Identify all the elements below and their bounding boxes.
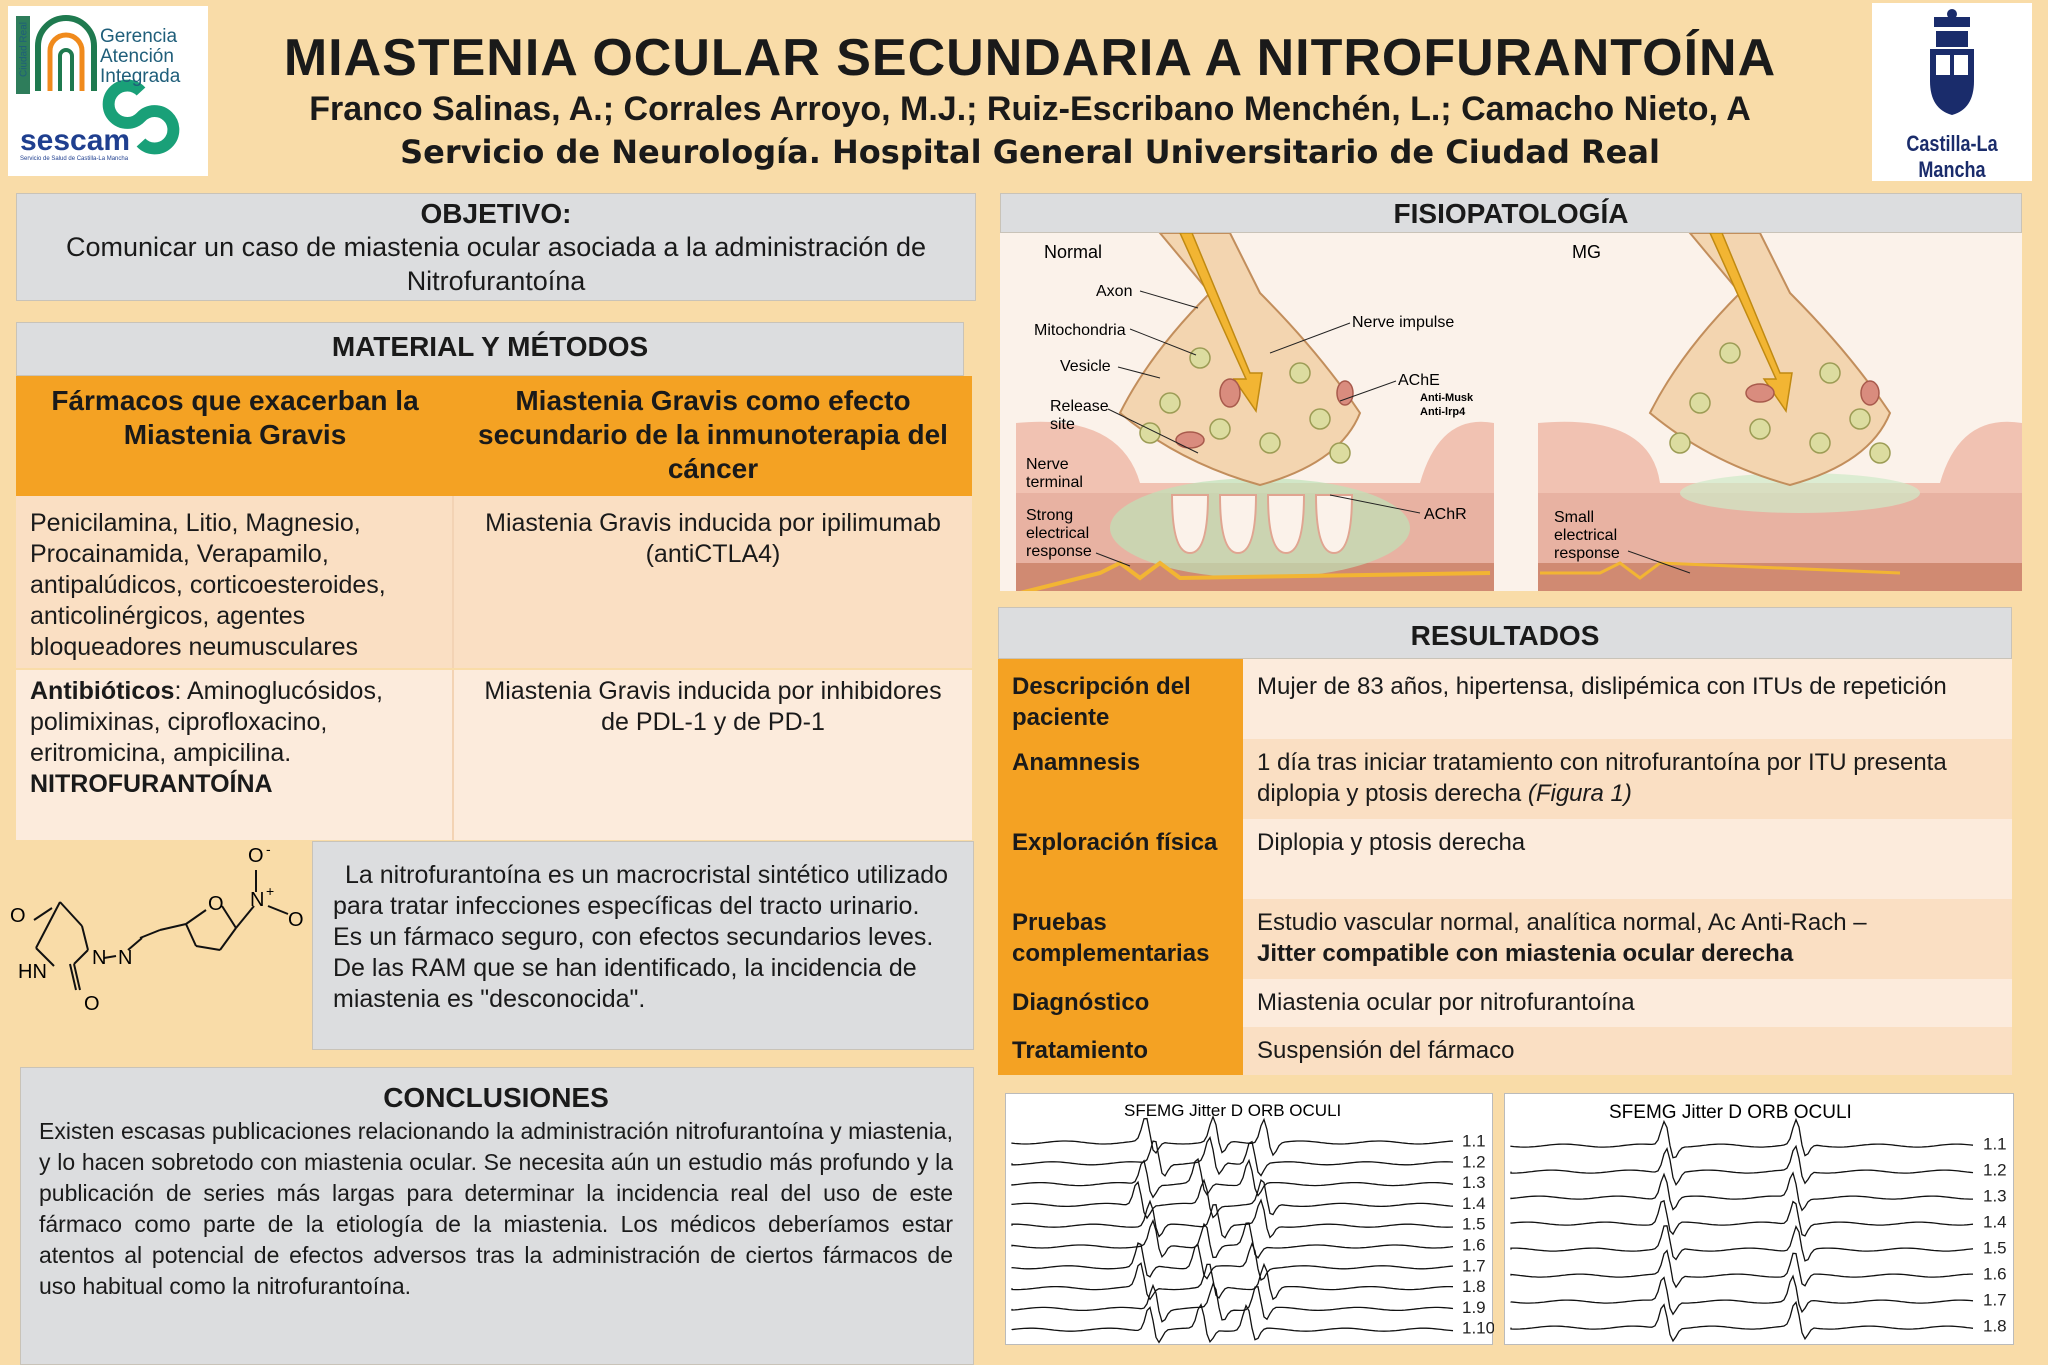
- resultados-row: [998, 739, 2012, 819]
- row-value: [1243, 739, 2012, 819]
- mol-no2: N: [250, 889, 265, 911]
- mol-hn: HN: [18, 961, 47, 983]
- label-anti-musk: Anti-Musk: [1420, 392, 1474, 404]
- material-col1-header: [16, 376, 454, 496]
- label-mg: MG: [1572, 242, 1601, 262]
- row-value-text: 1 día tras iniciar tratamiento con nitrofurantoína por ITU presenta diplopia y ptosis derecha: [1257, 749, 1947, 807]
- mol-n2: N: [118, 947, 133, 969]
- sfemg-trace-label: 1.6: [1983, 1264, 2007, 1284]
- resultados-row: [998, 659, 2012, 739]
- mol-minus: -: [266, 841, 271, 857]
- objetivo-box: [16, 193, 976, 301]
- row1-col2-text: Miastenia Gravis inducida por ipilimumab (antiCTLA4): [485, 509, 941, 568]
- row-value: Diplopia y ptosis derecha: [1243, 819, 2012, 899]
- material-heading-box: [16, 322, 964, 376]
- material-row1-col1: [16, 496, 454, 668]
- material-col2-header: [454, 376, 972, 496]
- objetivo-text: Comunicar un caso de miastenia ocular asociada a la administración de Nitrofurantoína: [66, 232, 926, 296]
- authors-line: Franco Salinas, A.; Corrales Arroyo, M.J.; Ruiz-Escribano Menchén, L.; Camacho Nieto, A: [309, 90, 1751, 128]
- label-release-site-2: site: [1050, 416, 1075, 433]
- material-row2-col2: [454, 670, 972, 840]
- nitrofurantoin-structure: [0, 840, 310, 1060]
- page-title: MIASTENIA OCULAR SECUNDARIA A NITROFURANTOÍNA: [283, 29, 1777, 87]
- sfemg-right-traces: [1505, 1094, 2015, 1346]
- castilla-la-mancha-text: Castilla-La Mancha: [1906, 131, 1998, 182]
- label-nerve-terminal-1: Nerve: [1026, 456, 1069, 473]
- sfemg-trace-label: 1.8: [1983, 1316, 2007, 1336]
- sfemg-trace: [1511, 1276, 1973, 1314]
- row-label: Anamnesis: [998, 739, 1243, 819]
- resultados-table: [998, 659, 2012, 1075]
- resultados-heading-box: [998, 607, 2012, 659]
- sfemg-left-title: SFEMG Jitter D ORB OCULI: [1124, 1101, 1342, 1120]
- label-nerve-terminal-2: terminal: [1026, 474, 1083, 491]
- mol-o-top: O: [248, 845, 264, 867]
- nitrofurantoina-label: NITROFURANTOÍNA: [30, 770, 273, 798]
- sfemg-right-title: SFEMG Jitter D ORB OCULI: [1609, 1102, 1852, 1123]
- logo-line2: Atención: [100, 46, 174, 67]
- label-release-site-1: Release: [1050, 398, 1109, 415]
- sfemg-trace: [1511, 1302, 1973, 1341]
- resultados-row: [998, 819, 2012, 899]
- resultados-row: [998, 899, 2012, 979]
- label-vesicle: Vesicle: [1060, 358, 1111, 375]
- row1-col1-text: Penicilamina, Litio, Magnesio, Procainamida, Verapamilo, antipalúdicos, corticoesteroides, anticolinérgicos, agentes bloqueadores neumusculares: [30, 509, 386, 661]
- sfemg-trace-label: 1.4: [1462, 1193, 1486, 1213]
- label-strong-1: Strong: [1026, 507, 1074, 524]
- conclusiones-box: [20, 1067, 974, 1365]
- sfemg-trace-label: 1.1: [1983, 1134, 2007, 1154]
- material-row1-col2: [454, 496, 972, 668]
- sfemg-trace-label: 1.8: [1462, 1277, 1486, 1297]
- conclusiones-text: Existen escasas publicaciones relacionando la administración nitrofurantoína y miastenia, y lo hacen sobretodo con miastenia ocular. Se necesita aún un estudio más profundo y la publicación de series más largas para determinar la incidencia real del uso de este fármaco como parte de la etiología de la miastenia. Los médicos deberíamos estar atentos al potencial de efectos adversos tras la administración de ciertos fármacos de uso habitual como la nitrofurantoína.: [39, 1118, 953, 1299]
- sfemg-trace: [1012, 1284, 1453, 1322]
- mol-plus: +: [266, 883, 275, 899]
- col1-header-text: Fármacos que exacerban la Miastenia Gravis: [51, 385, 419, 450]
- service-line: Servicio de Neurología. Hospital General Universitario de Ciudad Real: [400, 133, 1660, 171]
- row-value: Mujer de 83 años, hipertensa, dislipémica con ITUs de repetición: [1243, 659, 2012, 739]
- fisio-figure: [1000, 233, 2022, 591]
- sfemg-left-traces: [1006, 1094, 1494, 1346]
- row-label: Pruebas complementarias: [998, 899, 1243, 979]
- mol-o-right: O: [288, 909, 304, 931]
- logo-vertical-text: Ciudad Real: [18, 21, 30, 78]
- resultados-row: [998, 1027, 2012, 1075]
- sfemg-trace-label: 1.4: [1983, 1212, 2007, 1232]
- label-mitochondria: Mitochondria: [1034, 322, 1126, 339]
- figura-ref: (Figura 1): [1527, 780, 1632, 807]
- label-small-2: electrical: [1554, 527, 1618, 544]
- logo-line3: Integrada: [100, 66, 181, 87]
- fisio-heading: FISIOPATOLOGÍA: [1393, 198, 1629, 229]
- sfemg-right-panel: [1504, 1093, 2014, 1345]
- sfemg-trace-label: 1.9: [1462, 1297, 1486, 1317]
- sfemg-trace-label: 1.10: [1462, 1318, 1494, 1338]
- sfemg-trace: [1012, 1263, 1453, 1299]
- row-value: Miastenia ocular por nitrofurantoína: [1243, 979, 2012, 1027]
- sfemg-trace: [1511, 1201, 1973, 1236]
- material-heading: MATERIAL Y MÉTODOS: [331, 331, 649, 362]
- objetivo-heading: OBJETIVO:: [420, 198, 572, 229]
- logo-line1: Gerencia: [100, 26, 178, 47]
- sescam-text: sescam: [20, 124, 131, 157]
- sfemg-trace-label: 1.6: [1462, 1235, 1486, 1255]
- sfemg-trace: [1511, 1226, 1973, 1261]
- sfemg-trace-label: 1.1: [1462, 1131, 1486, 1151]
- sfemg-trace: [1511, 1173, 1973, 1210]
- antibioticos-text: : Aminoglucósidos, polimixinas, ciprofloxacino, eritromicina, ampicilina.: [30, 677, 383, 767]
- label-normal: Normal: [1044, 242, 1103, 262]
- sfemg-trace-label: 1.2: [1462, 1152, 1486, 1172]
- resultados-row: [998, 979, 2012, 1027]
- mol-n1: N: [92, 947, 107, 969]
- label-small-3: response: [1554, 545, 1620, 562]
- nmj-diagram: [1000, 233, 2022, 591]
- sfemg-trace-label: 1.5: [1462, 1214, 1486, 1234]
- logo-gerencia-sescam: [8, 6, 208, 176]
- sfemg-trace-label: 1.7: [1462, 1256, 1486, 1276]
- jitter-result: Jitter compatible con miastenia ocular derecha: [1257, 940, 1794, 967]
- row-label: Descripción del paciente: [998, 659, 1243, 739]
- sfemg-trace-label: 1.2: [1983, 1160, 2007, 1180]
- nitro-description-box: [312, 841, 974, 1050]
- label-small-1: Small: [1554, 509, 1595, 526]
- sfemg-trace: [1012, 1117, 1453, 1155]
- row-label: Tratamiento: [998, 1027, 1243, 1075]
- row-value: Suspensión del fármaco: [1243, 1027, 2012, 1075]
- sfemg-trace: [1012, 1138, 1453, 1176]
- row-label: Exploración física: [998, 819, 1243, 899]
- sfemg-trace: [1511, 1251, 1973, 1288]
- label-achr: AChR: [1424, 506, 1467, 523]
- label-anti-lrp4: Anti-lrp4: [1420, 406, 1466, 418]
- sfemg-trace: [1012, 1159, 1453, 1197]
- mol-o2: O: [84, 993, 100, 1015]
- sfemg-trace: [1012, 1243, 1453, 1280]
- col2-header-text: Miastenia Gravis como efecto secundario de la inmunoterapia del cáncer: [478, 385, 948, 484]
- fisio-heading-box: [1000, 193, 2022, 233]
- logo-castilla-la-mancha: [1872, 3, 2032, 181]
- mol-o3: O: [208, 893, 224, 915]
- antibioticos-label: Antibióticos: [30, 677, 175, 705]
- resultados-heading: RESULTADOS: [1410, 620, 1600, 651]
- label-strong-2: electrical: [1026, 525, 1090, 542]
- row-value-text: Estudio vascular normal, analítica normal, Ac Anti-Rach –: [1257, 909, 1867, 936]
- row-value: [1243, 899, 2012, 979]
- sfemg-trace-label: 1.5: [1983, 1238, 2007, 1258]
- nitro-description: La nitrofurantoína es un macrocristal sintético utilizado para tratar infecciones específicas del tracto urinario. Es un fármaco seguro, con efectos secundarios leves. De las RAM que se han identificado, la incidencia de miastenia es "desconocida".: [333, 861, 949, 1013]
- sfemg-trace-label: 1.3: [1983, 1186, 2007, 1206]
- material-row2-col1: [16, 670, 454, 840]
- sfemg-left-panel: [1005, 1093, 1493, 1345]
- sfemg-trace: [1511, 1120, 1973, 1158]
- sescam-subtext: Servicio de Salud de Castilla-La Mancha: [20, 156, 129, 162]
- label-axon: Axon: [1096, 283, 1133, 300]
- sfemg-trace: [1511, 1146, 1973, 1184]
- label-nerve-impulse: Nerve impulse: [1352, 314, 1455, 331]
- sfemg-trace-label: 1.3: [1462, 1173, 1486, 1193]
- sfemg-trace-label: 1.7: [1983, 1290, 2007, 1310]
- conclusiones-heading: CONCLUSIONES: [383, 1082, 609, 1113]
- label-strong-3: response: [1026, 543, 1092, 560]
- mol-o1: O: [10, 905, 26, 927]
- row2-col2-text: Miastenia Gravis inducida por inhibidores de PDL-1 y de PD-1: [484, 677, 942, 736]
- label-ache: AChE: [1398, 372, 1440, 389]
- row-label: Diagnóstico: [998, 979, 1243, 1027]
